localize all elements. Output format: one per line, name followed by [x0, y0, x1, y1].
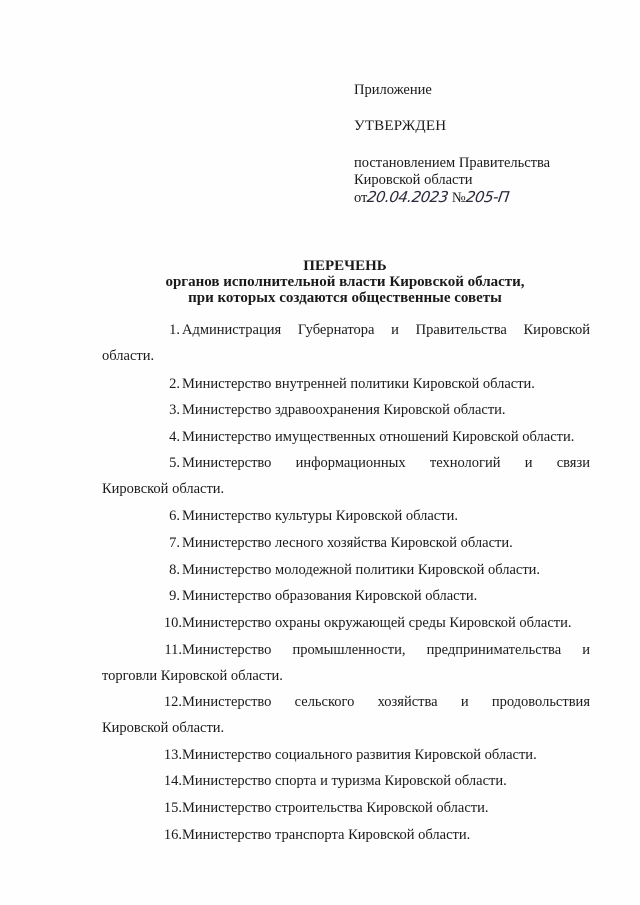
list-item-text: Министерство молодежной политики Кировской области.: [182, 562, 541, 578]
list-item-word: и: [391, 322, 399, 338]
list-item-word: сельского: [294, 694, 355, 710]
list-item-text: Министерство образования Кировской области.: [182, 588, 478, 604]
list-item: [102, 747, 590, 764]
list-item-word: Министерство: [182, 642, 272, 658]
list-item-text: Министерство здравоохранения Кировской области.: [182, 402, 506, 418]
annex-label: Приложение: [354, 82, 432, 98]
list-item: [102, 376, 590, 393]
date-prefix: от: [354, 190, 368, 206]
list-item-word: Правительства: [415, 322, 507, 338]
list-item-justified-text: [182, 642, 590, 659]
list-item-first-line: [102, 376, 590, 393]
list-item-number: 13.: [163, 747, 182, 763]
list-item-number: 16.: [163, 827, 182, 843]
list-item-number: 9.: [169, 588, 180, 604]
list-item-word: хозяйства: [377, 694, 438, 710]
list-item-first-line: [102, 535, 590, 552]
list-item-first-line: [102, 827, 590, 844]
list-item-word: продовольствия: [491, 694, 590, 710]
list-item-justified-text: [182, 322, 590, 339]
list-item-word: Администрация: [182, 322, 282, 338]
list-item: [102, 588, 590, 605]
list-item-first-line: [102, 694, 590, 711]
list-item-word: технологий: [429, 455, 501, 471]
list-item: [102, 535, 590, 552]
list-item-text: Министерство лесного хозяйства Кировской области.: [182, 535, 513, 551]
list-item-number: 11.: [164, 642, 182, 658]
list-item-word: и: [460, 694, 469, 710]
approval-date-line: [354, 189, 624, 207]
list-item: [102, 562, 590, 579]
list-item-text: Министерство транспорта Кировской области.: [182, 827, 471, 843]
list-item-first-line: [102, 455, 590, 472]
list-item: [102, 429, 590, 446]
list-item: [102, 694, 590, 737]
list-item-continuation: торговли Кировской области.: [102, 668, 283, 684]
list-item-continuation: Кировской области.: [102, 720, 225, 736]
list-item-first-line: [102, 588, 590, 605]
list-item-number: 2.: [169, 376, 180, 392]
list-item-word: предпринимательства: [426, 642, 562, 658]
list-item-number: 15.: [163, 800, 182, 816]
title-subline-2: при которых создаются общественные советы: [188, 290, 502, 306]
list-item-word: связи: [556, 455, 590, 471]
list-item-number: 4.: [169, 429, 180, 445]
approved-label: УТВЕРЖДЕН: [354, 118, 447, 134]
list-item-first-line: [102, 615, 590, 632]
list-item-text: Министерство спорта и туризма Кировской области.: [182, 773, 507, 789]
list-item-word: промышленности,: [292, 642, 406, 658]
list-item-number: 10.: [163, 615, 182, 631]
list-item: [102, 615, 590, 632]
list-item: [102, 508, 590, 525]
list-item-first-line: [102, 322, 590, 339]
approval-block: [354, 82, 624, 207]
list-item-number: 8.: [169, 562, 180, 578]
list-item-justified-text: [182, 694, 590, 711]
list-item-first-line: [102, 402, 590, 419]
list-item-word: Кировской: [523, 322, 590, 338]
list-item-number: 14.: [163, 773, 182, 789]
approval-region-line: Кировской области: [354, 172, 473, 188]
list-item-word: Министерство: [182, 694, 272, 710]
number-sign: №: [451, 190, 466, 206]
list-item-text: Министерство имущественных отношений Кировской области.: [182, 429, 575, 445]
list-item-first-line: [102, 773, 590, 790]
list-item-justified-text: [182, 455, 590, 472]
list-item-word: информационных: [295, 455, 406, 471]
list-item-text: Министерство социального развития Кировской области.: [182, 747, 537, 763]
list-item: [102, 773, 590, 790]
list-item-word: Министерство: [182, 455, 272, 471]
list-item-number: 6.: [169, 508, 180, 524]
list-item-number: 3.: [169, 402, 180, 418]
list-item-word: Губернатора: [297, 322, 375, 338]
list-item-first-line: [102, 642, 590, 659]
list-item-first-line: [102, 508, 590, 525]
list-item: [102, 827, 590, 844]
list-item-continuation: Кировской области.: [102, 481, 225, 497]
list-item: [102, 642, 590, 685]
list-item: [102, 322, 590, 365]
list-item-number: 7.: [169, 535, 180, 551]
list-item: [102, 800, 590, 817]
handwritten-number: 205-П: [464, 188, 510, 206]
list-item-number: 12.: [163, 694, 182, 710]
list-item-text: Министерство охраны окружающей среды Кировской области.: [182, 615, 572, 631]
list-item-first-line: [102, 747, 590, 764]
list-item-first-line: [102, 429, 590, 446]
handwritten-date: 20.04.2023: [366, 188, 450, 206]
document-title: [100, 258, 590, 306]
list-item-continuation: области.: [102, 348, 155, 364]
list-item-number: 1.: [169, 322, 180, 338]
list-item-first-line: [102, 800, 590, 817]
list-item: [102, 455, 590, 498]
list-item-text: Министерство внутренней политики Кировской области.: [182, 376, 535, 392]
title-heading: ПЕРЕЧЕНЬ: [303, 258, 387, 274]
list-item-word: и: [582, 642, 590, 658]
list-item: [102, 402, 590, 419]
title-subline-1: органов исполнительной власти Кировской области,: [165, 274, 525, 290]
list-item-text: Министерство культуры Кировской области.: [182, 508, 458, 524]
approval-resolution-line: постановлением Правительства: [354, 155, 551, 171]
list-item-word: и: [524, 455, 533, 471]
list-item-number: 5.: [169, 455, 180, 471]
list-item-first-line: [102, 562, 590, 579]
list-item-text: Министерство строительства Кировской области.: [182, 800, 489, 816]
